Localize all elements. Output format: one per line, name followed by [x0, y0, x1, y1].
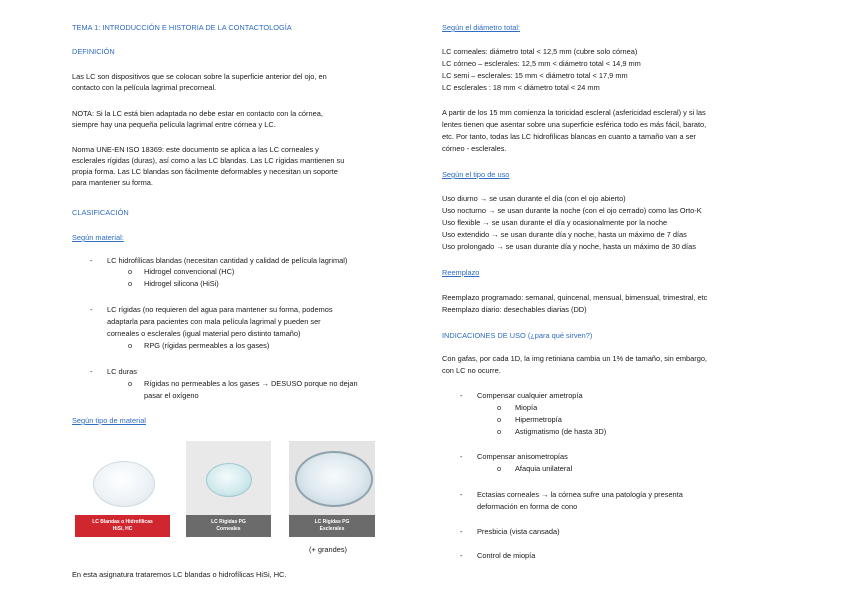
segun-material-heading[interactable]: Según material:: [72, 233, 124, 242]
norma-line: esclerales rígidas (duras), así como a las LC blandas. Las LC rígidas mantienen su: [72, 156, 345, 165]
material-item: LC duras: [107, 367, 137, 376]
indicacion-item-cont: deformación en forma de cono: [477, 502, 578, 511]
diametro-line: LC esclerales : 18 mm < diámetro total < 24 mm: [442, 83, 600, 92]
rgp-scleral-shape: [295, 451, 373, 507]
tema-title: TEMA 1: INTRODUCCIÓN E HISTORIA DE LA CONTACTOLOGÍA: [72, 23, 292, 32]
uso-line: Uso diurno → se usan durante el día (con el ojo abierto): [442, 194, 626, 203]
norma-line: para mantener su forma.: [72, 178, 153, 187]
definicion-heading: DEFINICIÓN: [72, 47, 115, 56]
material-item-cont: corneales o esclerales (igual material pero distinto tamaño): [107, 329, 301, 338]
material-item: LC hidrofílicas blandas (necesitan cantidad y calidad de película lagrimal): [107, 256, 348, 265]
bullet-circle: o: [497, 464, 502, 473]
uso-line: Uso nocturno → se usan durante la noche (con el ojo cerrado) como las Orto-K: [442, 206, 702, 215]
caption-line: LC Blandas o Hidrofílicas: [92, 519, 153, 525]
bullet-dash: -: [460, 551, 463, 560]
uso-line: Uso extendido → se usan durante día y noche, hasta un máximo de 7 días: [442, 230, 687, 239]
definicion-line: Las LC son dispositivos que se colocan sobre la superficie anterior del ojo, en: [72, 72, 327, 81]
nota-line: NOTA: Si la LC está bien adaptada no debe estar en contacto con la córnea,: [72, 109, 323, 118]
material-subitem: RPG (rígidas permeables a los gases): [144, 341, 270, 350]
caption-line: Esclerales: [319, 526, 345, 532]
bullet-circle: o: [497, 427, 502, 436]
bullet-dash: -: [90, 256, 93, 265]
indicacion-subitem: Astigmatismo (de hasta 3D): [515, 427, 607, 436]
norma-line: Norma UNE-EN ISO 18369: este documento se aplica a las LC corneales y: [72, 145, 319, 154]
indicacion-item: Ectasias corneales → la córnea sufre una patología y presenta: [477, 490, 683, 499]
bullet-circle: o: [497, 403, 502, 412]
reemplazo-heading[interactable]: Reemplazo: [442, 268, 480, 277]
indicacion-item: Compensar cualquier ametropía: [477, 391, 583, 400]
material-item: LC rígidas (no requieren del agua para mantener su forma, podemos: [107, 305, 333, 314]
definicion-line: contacto con la película lagrimal precorneal.: [72, 83, 217, 92]
tipo-uso-heading[interactable]: Según el tipo de uso: [442, 170, 510, 179]
bullet-circle: o: [128, 267, 133, 276]
soft-lens-image: [75, 441, 170, 537]
reemplazo-line: Reemplazo diario: desechables diarias (DD): [442, 305, 587, 314]
clasificacion-heading: CLASIFICACIÓN: [72, 208, 129, 217]
material-subitem: Rígidas no permeables a los gases → DESUSO porque no dejan: [144, 379, 358, 388]
indicacion-item: Presbicia (vista cansada): [477, 527, 560, 536]
bullet-dash: -: [460, 452, 463, 461]
soft-lens-caption-bar: [75, 515, 170, 537]
diametro-line: LC corneales: diámetro total < 12,5 mm (cubre solo córnea): [442, 47, 638, 56]
bullet-dash: -: [90, 367, 93, 376]
bullet-circle: o: [497, 415, 502, 424]
rgp-corneal-shape: [206, 463, 252, 497]
rgp-scleral-image: [289, 441, 375, 537]
rgp-scleral-caption-bar: [289, 515, 375, 537]
diametro-line: LC córneo – esclerales: 12,5 mm < diámetro total < 14,9 mm: [442, 59, 641, 68]
bullet-circle: o: [128, 341, 133, 350]
material-item-cont: adaptarla para pacientes con mala película lagrimal y pueden ser: [107, 317, 321, 326]
material-subitem: Hidrogel convencional (HC): [144, 267, 235, 276]
caption-line: LC Rígidas PG: [314, 519, 350, 525]
bullet-circle: o: [128, 279, 133, 288]
norma-line: propia forma. Las LC blandas son fácilmente deformables y necesitan un soporte: [72, 167, 338, 176]
gafas-line: con LC no ocurre.: [442, 366, 501, 375]
material-subitem-cont: pasar el oxígeno: [144, 391, 199, 400]
toricidad-line: córneo - esclerales.: [442, 144, 507, 153]
indicacion-item: Control de miopía: [477, 551, 536, 560]
grandes-note: (+ grandes): [309, 545, 347, 554]
toricidad-line: A partir de los 15 mm comienza la toricidad escleral (asfericidad escleral) y si las: [442, 108, 706, 117]
uso-line: Uso prolongado → se usan durante día y noche, hasta un máximo de 30 días: [442, 242, 696, 251]
caption-line: LC Rígidas PG: [211, 519, 246, 525]
nota-line: siempre hay una pequeña película lagrimal entre córnea y LC.: [72, 120, 276, 129]
bullet-dash: -: [460, 490, 463, 499]
indicacion-item: Compensar anisometropías: [477, 452, 568, 461]
indicacion-subitem: Afaquia unilateral: [515, 464, 573, 473]
bullet-dash: -: [460, 527, 463, 536]
indicacion-subitem: Hipermetropía: [515, 415, 562, 424]
reemplazo-line: Reemplazo programado: semanal, quincenal, mensual, bimensual, trimestral, etc: [442, 293, 708, 302]
uso-line: Uso flexible → se usan durante el día y ocasionalmente por la noche: [442, 218, 668, 227]
rgp-corneal-caption-bar: [186, 515, 271, 537]
material-subitem: Hidrogel silicona (HiSi): [144, 279, 219, 288]
bullet-dash: -: [90, 305, 93, 314]
caption-line: Corneales: [216, 526, 241, 532]
caption-line: HiSi, HC: [112, 526, 133, 532]
soft-lens-shape: [93, 461, 155, 507]
diametro-heading[interactable]: Según el diámetro total:: [442, 23, 521, 32]
segun-tipo-material-heading[interactable]: Según tipo de material: [72, 416, 146, 425]
rgp-corneal-image: [186, 441, 271, 537]
gafas-line: Con gafas, por cada 1D, la img retiniana cambia un 1% de tamaño, sin embargo,: [442, 354, 707, 363]
toricidad-line: lentes tienen que asentar sobre una superficie esférica todo es más fácil, barato,: [442, 120, 707, 129]
diametro-line: LC semi – esclerales: 15 mm < diámetro total < 17,9 mm: [442, 71, 628, 80]
indicacion-subitem: Miopía: [515, 403, 538, 412]
toricidad-line: etc. Por tanto, todas las LC hidrofílicas blancas en cuanto a tamaño van a ser: [442, 132, 696, 141]
asignatura-note: En esta asignatura trataremos LC blandas o hidrofílicas HiSi, HC.: [72, 570, 287, 579]
bullet-dash: -: [460, 391, 463, 400]
bullet-circle: o: [128, 379, 133, 388]
indicaciones-heading: INDICACIONES DE USO (¿para qué sirven?): [442, 331, 593, 340]
